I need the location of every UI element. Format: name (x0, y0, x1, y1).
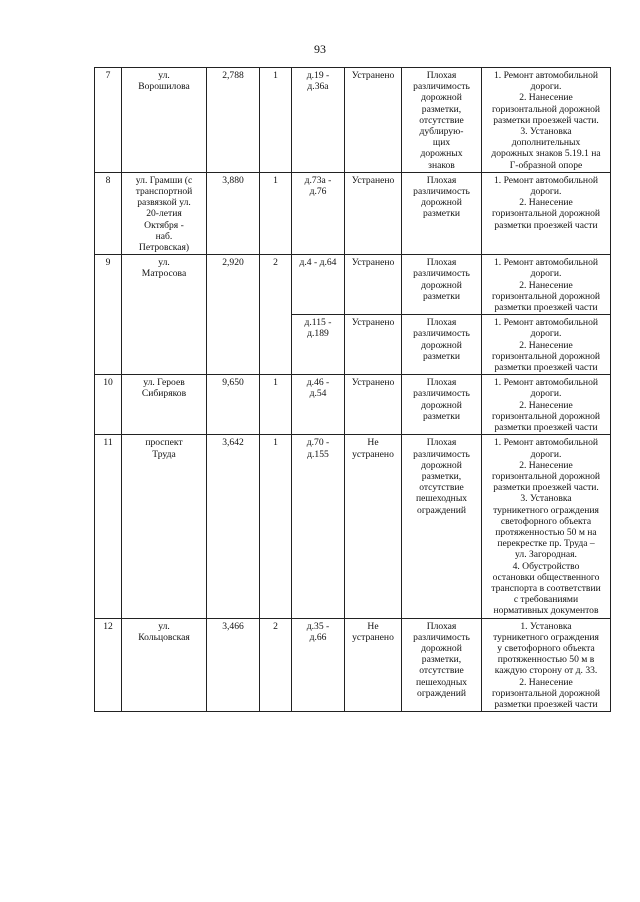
road-length: 3,466 (207, 618, 260, 712)
table-row (95, 255, 611, 315)
measures: 1. Ремонт автомобильной дороги. 2. Нанесение горизонтальной дорожной разметки проезжей части. 3. Установка дополнительных дорожных знаков 5.19.1 на Г-образной опоре (482, 68, 611, 173)
status: Устранено (345, 255, 402, 315)
lanes-count: 1 (260, 435, 292, 618)
table-row (95, 68, 611, 173)
house-range: д.73а - д.76 (292, 172, 345, 254)
issue-description: Плохая различимость дорожной разметки (402, 172, 482, 254)
house-range: д.115 - д.189 (292, 315, 345, 375)
status: Не устранено (345, 618, 402, 712)
issue-description: Плохая различимость дорожной разметки, отсутствие пешеходных ограждений (402, 618, 482, 712)
house-range: д.4 - д.64 (292, 255, 345, 315)
status: Устранено (345, 68, 402, 173)
issue-description: Плохая различимость дорожной разметки (402, 255, 482, 315)
row-number: 10 (95, 375, 122, 435)
road-length: 3,880 (207, 172, 260, 254)
road-length: 2,788 (207, 68, 260, 173)
page-number: 93 (314, 42, 326, 56)
issue-description: Плохая различимость дорожной разметки, отсутствие дублирую- щих дорожных знаков (402, 68, 482, 173)
table-row (95, 375, 611, 435)
lanes-count: 2 (260, 618, 292, 712)
road-length: 9,650 (207, 375, 260, 435)
house-range: д.70 - д.155 (292, 435, 345, 618)
status: Устранено (345, 315, 402, 375)
street-name: ул. Матросова (122, 255, 207, 375)
street-name: ул. Героев Сибиряков (122, 375, 207, 435)
measures: 1. Ремонт автомобильной дороги. 2. Нанесение горизонтальной дорожной разметки проезжей части. 3. Установка турникетного ограждения светофорного объекта протяженностью 50 м на перекрестке пр. Труда – ул. Загородная. 4. Обустройство остановки общественного транспорта в соответствии с требованиями нормативных документов (482, 435, 611, 618)
measures: 1. Установка турникетного ограждения у светофорного объекта протяженностью 50 м в каждую сторону от д. 33. 2. Нанесение горизонтальной дорожной разметки проезжей части (482, 618, 611, 712)
status: Устранено (345, 375, 402, 435)
measures: 1. Ремонт автомобильной дороги. 2. Нанесение горизонтальной дорожной разметки проезжей части (482, 315, 611, 375)
house-range: д.46 - д.54 (292, 375, 345, 435)
issue-description: Плохая различимость дорожной разметки, отсутствие пешеходных ограждений (402, 435, 482, 618)
issue-description: Плохая различимость дорожной разметки (402, 315, 482, 375)
lanes-count: 2 (260, 255, 292, 375)
table-row (95, 618, 611, 712)
row-number: 7 (95, 68, 122, 173)
street-name: ул. Ворошилова (122, 68, 207, 173)
street-name: ул. Грамши (с транспортной развязкой ул. 20-летия Октября - наб. Петровская) (122, 172, 207, 254)
lanes-count: 1 (260, 172, 292, 254)
road-defects-table (94, 67, 611, 712)
row-number: 11 (95, 435, 122, 618)
house-range: д.19 - д.36а (292, 68, 345, 173)
row-number: 9 (95, 255, 122, 375)
measures: 1. Ремонт автомобильной дороги. 2. Нанесение горизонтальной дорожной разметки проезжей части (482, 375, 611, 435)
status: Устранено (345, 172, 402, 254)
street-name: ул. Кольцовская (122, 618, 207, 712)
lanes-count: 1 (260, 68, 292, 173)
lanes-count: 1 (260, 375, 292, 435)
status: Не устранено (345, 435, 402, 618)
row-number: 12 (95, 618, 122, 712)
table-row (95, 435, 611, 618)
measures: 1. Ремонт автомобильной дороги. 2. Нанесение горизонтальной дорожной разметки проезжей части (482, 172, 611, 254)
measures: 1. Ремонт автомобильной дороги. 2. Нанесение горизонтальной дорожной разметки проезжей части (482, 255, 611, 315)
house-range: д.35 - д.66 (292, 618, 345, 712)
road-length: 2,920 (207, 255, 260, 375)
street-name: проспект Труда (122, 435, 207, 618)
row-number: 8 (95, 172, 122, 254)
road-length: 3,642 (207, 435, 260, 618)
table-row (95, 172, 611, 254)
issue-description: Плохая различимость дорожной разметки (402, 375, 482, 435)
